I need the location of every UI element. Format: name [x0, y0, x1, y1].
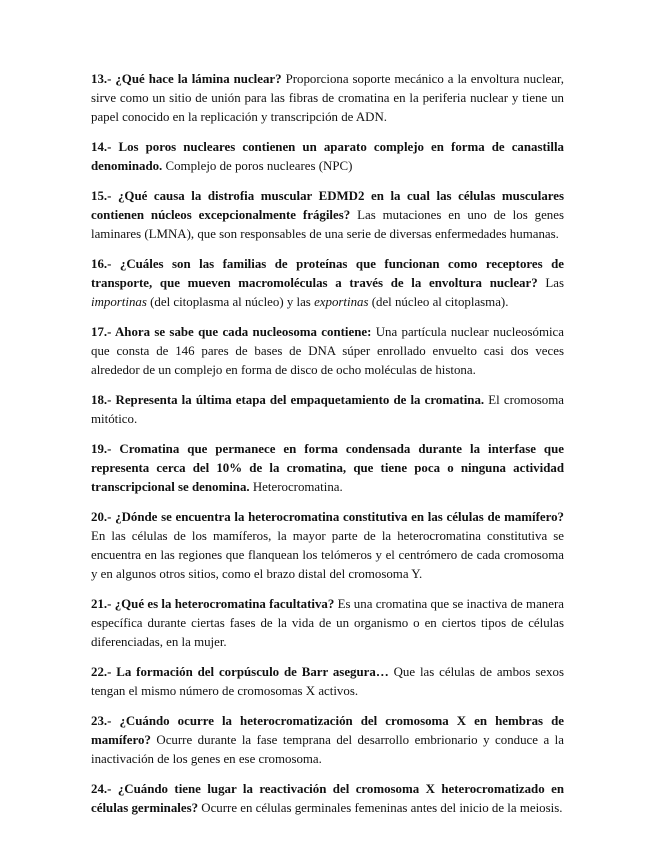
- answer-21: Es una cromatina que se inactiva de manera específica durante ciertas fases de la vida de un organismo o en ciertos tipos de células diferenciadas, en la mujer.: [91, 597, 564, 649]
- qa-item-14: [91, 138, 564, 176]
- qa-item-20: [91, 508, 564, 584]
- qa-item-13: [91, 70, 564, 127]
- answer-15: Las mutaciones en uno de los genes laminares (LMNA), que son responsables de una serie de diversas enfermedades humanas.: [91, 208, 564, 241]
- qa-item-16: [91, 255, 564, 312]
- question-23: 23.- ¿Cuándo ocurre la heterocromatización del cromosoma X en hembras de mamífero?: [91, 714, 564, 747]
- answer-16-middle: (del citoplasma al núcleo) y las: [150, 295, 311, 309]
- answer-16-term-importinas: importinas: [91, 295, 147, 309]
- answer-20: En las células de los mamíferos, la mayor parte de la heterocromatina constitutiva se encuentra en las regiones que flanquean los telómeros y el centrómero de cada cromosoma y en algunos otros sitios, como el brazo distal del cromosoma Y.: [91, 529, 564, 581]
- question-13: 13.- ¿Qué hace la lámina nuclear?: [91, 72, 282, 86]
- question-18: 18.- Representa la última etapa del empaquetamiento de la cromatina.: [91, 393, 485, 407]
- question-22: 22.- La formación del corpúsculo de Barr asegura…: [91, 665, 389, 679]
- answer-24: Ocurre en células germinales femeninas antes del inicio de la meiosis.: [201, 801, 563, 815]
- qa-item-19: [91, 440, 564, 497]
- document-page: [91, 70, 564, 829]
- answer-14: Complejo de poros nucleares (NPC): [165, 159, 353, 173]
- qa-item-21: [91, 595, 564, 652]
- answer-18: El cromosoma mitótico.: [91, 393, 564, 426]
- answer-16-suffix: (del núcleo al citoplasma).: [371, 295, 509, 309]
- answer-16-term-exportinas: exportinas: [314, 295, 369, 309]
- qa-item-18: [91, 391, 564, 429]
- qa-item-15: [91, 187, 564, 244]
- answer-19: Heterocromatina.: [252, 480, 343, 494]
- question-24: 24.- ¿Cuándo tiene lugar la reactivación del cromosoma X heterocromatizado en células germinales?: [91, 782, 564, 815]
- question-20: 20.- ¿Dónde se encuentra la heterocromatina constitutiva en las células de mamífero?: [91, 510, 564, 524]
- answer-17: Una partícula nuclear nucleosómica que consta de 146 pares de bases de DNA súper enrollado envuelto casi dos veces alrededor de un complejo en forma de disco de ocho moléculas de histona.: [91, 325, 564, 377]
- question-16: 16.- ¿Cuáles son las familias de proteínas que funcionan como receptores de transporte, que mueven macromoléculas a través de la envoltura nuclear?: [91, 257, 564, 290]
- answer-22: Que las células de ambos sexos tengan el mismo número de cromosomas X activos.: [91, 665, 564, 698]
- qa-item-22: [91, 663, 564, 701]
- qa-item-17: [91, 323, 564, 380]
- answer-16-prefix: Las: [545, 276, 564, 290]
- question-17: 17.- Ahora se sabe que cada nucleosoma contiene:: [91, 325, 372, 339]
- question-21: 21.- ¿Qué es la heterocromatina facultativa?: [91, 597, 335, 611]
- answer-23: Ocurre durante la fase temprana del desarrollo embrionario y conduce a la inactivación de los genes en ese cromosoma.: [91, 733, 564, 766]
- question-14: 14.- Los poros nucleares contienen un aparato complejo en forma de canastilla denominado.: [91, 140, 564, 173]
- question-15: 15.- ¿Qué causa la distrofia muscular EDMD2 en la cual las células musculares contienen núcleos excepcionalmente frágiles?: [91, 189, 564, 222]
- answer-13: Proporciona soporte mecánico a la envoltura nuclear, sirve como un sitio de unión para las fibras de cromatina en la periferia nuclear y tiene un papel conocido en la replicación y transcripción de ADN.: [91, 72, 564, 124]
- question-19: 19.- Cromatina que permanece en forma condensada durante la interfase que representa cerca del 10% de la cromatina, que tiene poca o ninguna actividad transcripcional se denomina.: [91, 442, 564, 494]
- qa-item-23: [91, 712, 564, 769]
- qa-item-24: [91, 780, 564, 818]
